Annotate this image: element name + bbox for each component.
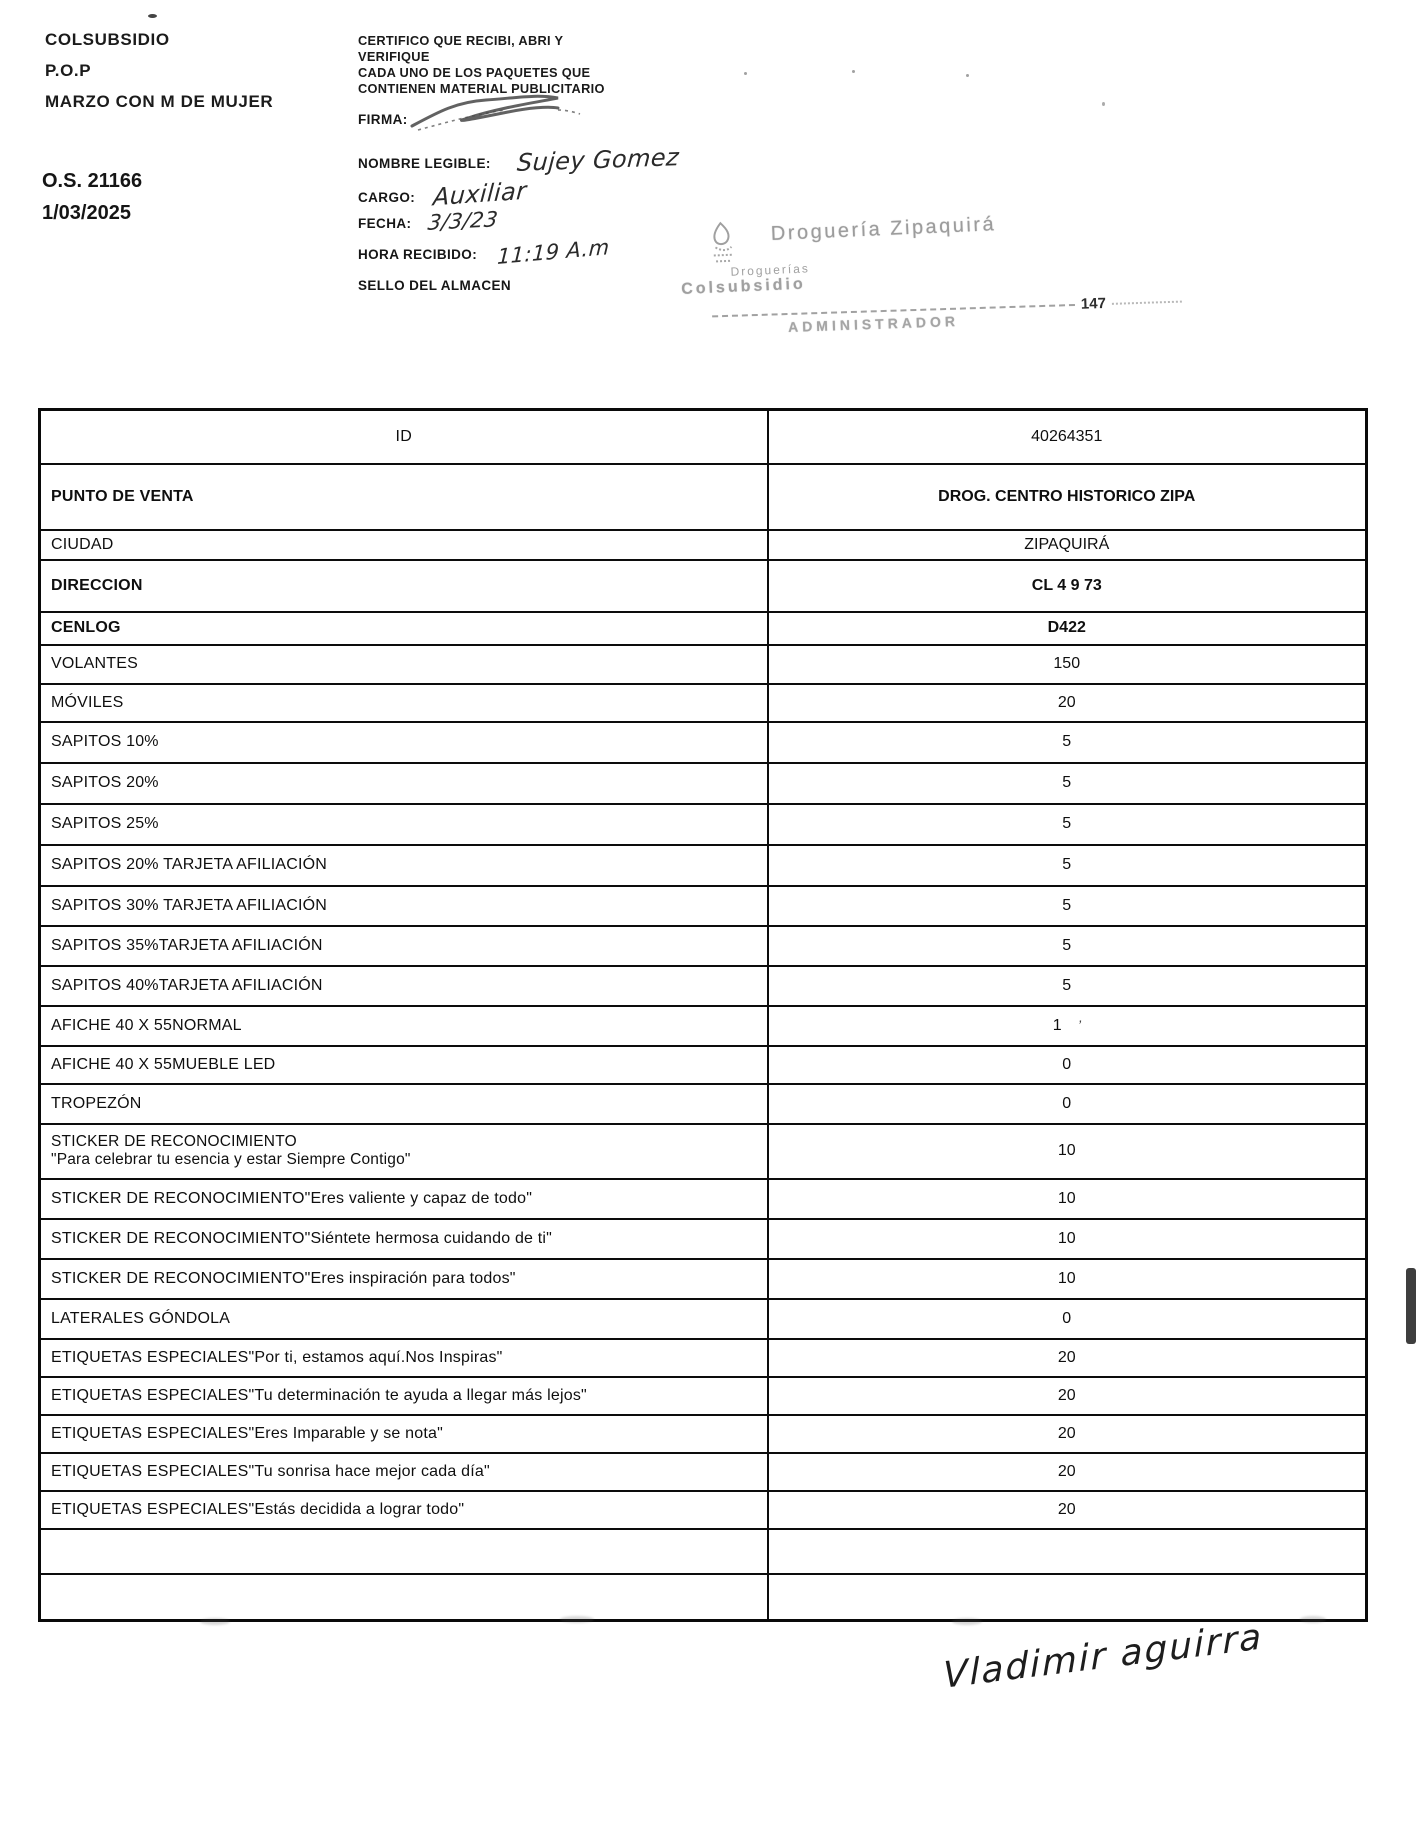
row-label: SAPITOS 20% [40, 763, 768, 804]
row-value: CL 4 9 73 [768, 560, 1367, 612]
order-number: O.S. 21166 [42, 170, 143, 192]
row-label: SAPITOS 40%TARJETA AFILIACIÓN [40, 966, 768, 1006]
table-row [40, 763, 1367, 804]
table-row [40, 612, 1367, 645]
row-value: 40264351 [768, 410, 1367, 464]
row-label: SAPITOS 20% TARJETA AFILIACIÓN [40, 845, 768, 886]
row-label: CENLOG [40, 612, 768, 645]
row-label: MÓVILES [40, 684, 768, 722]
row-label: ID [40, 410, 768, 464]
row-label: ETIQUETAS ESPECIALES"Tu sonrisa hace mejor cada día" [40, 1453, 768, 1491]
table-row [40, 1453, 1367, 1491]
fecha-label: FECHA: [358, 216, 412, 231]
table-row [40, 845, 1367, 886]
brand-block [45, 30, 273, 123]
scan-speck [148, 14, 157, 18]
row-label: STICKER DE RECONOCIMIENTO "Para celebrar tu esencia y estar Siempre Contigo" [40, 1124, 768, 1179]
hora-field [358, 234, 611, 270]
table-row [40, 645, 1367, 684]
table-row [40, 1491, 1367, 1529]
receiver-handwritten-name: Vladimir aguirra [942, 1616, 1264, 1697]
row-value: 10 [768, 1124, 1367, 1179]
statement-line: VERIFIQUE [358, 49, 430, 64]
statement-line: CONTIENEN MATERIAL PUBLICITARIO [358, 81, 605, 96]
stamp-role: ADMINISTRADOR [787, 313, 960, 335]
nombre-handwritten-value: Sujey Gomez [515, 143, 680, 177]
row-value: 1 ’ [768, 1006, 1367, 1046]
order-date: 1/03/2025 [42, 202, 131, 224]
brand-line: P.O.P [45, 61, 92, 80]
row-value: 5 [768, 886, 1367, 926]
cargo-label: CARGO: [358, 190, 416, 205]
cargo-handwritten-value: Auxiliar [432, 176, 528, 212]
handwritten-tick: ’ [1076, 1016, 1083, 1033]
scan-smudge [1300, 1616, 1326, 1623]
fecha-handwritten-value: 3/3/23 [426, 207, 499, 235]
row-value: ZIPAQUIRÁ [768, 530, 1367, 560]
row-label: PUNTO DE VENTA [40, 464, 768, 530]
scan-blob [1406, 1268, 1416, 1344]
row-value: 0 [768, 1299, 1367, 1339]
row-label: LATERALES GÓNDOLA [40, 1299, 768, 1339]
stamp-org-line1: Droguerías [730, 261, 811, 279]
sello-label: SELLO DEL ALMACEN [358, 278, 512, 293]
row-value: 20 [768, 1453, 1367, 1491]
row-value: 10 [768, 1259, 1367, 1299]
table-row [40, 530, 1367, 560]
row-value: 5 [768, 722, 1367, 763]
row-label: STICKER DE RECONOCIMIENTO"Eres inspiración para todos" [40, 1259, 768, 1299]
row-label [40, 1529, 768, 1574]
table-row [40, 1006, 1367, 1046]
dotted-line [1112, 300, 1182, 304]
row-value: 5 [768, 926, 1367, 966]
nombre-field [358, 143, 680, 177]
table-row [40, 1219, 1367, 1259]
statement-line: CADA UNO DE LOS PAQUETES QUE [358, 65, 591, 80]
table-row [40, 464, 1367, 530]
table-row [40, 966, 1367, 1006]
table-row [40, 926, 1367, 966]
table-row [40, 410, 1367, 464]
row-value: 0 [768, 1046, 1367, 1084]
scan-speck [744, 72, 747, 75]
campaign-title: MARZO CON M DE MUJER [45, 92, 274, 111]
row-value: 20 [768, 684, 1367, 722]
scan-speck [852, 70, 855, 73]
firma-field [358, 112, 408, 127]
table-row [40, 886, 1367, 926]
firma-label: FIRMA: [358, 112, 408, 127]
fecha-field [358, 209, 498, 233]
row-value: 20 [768, 1415, 1367, 1453]
row-value [768, 1529, 1367, 1574]
row-label: VOLANTES [40, 645, 768, 684]
row-label: TROPEZÓN [40, 1084, 768, 1124]
row-label: SAPITOS 10% [40, 722, 768, 763]
row-label: DIRECCION [40, 560, 768, 612]
statement-line: CERTIFICO QUE RECIBI, ABRI Y [358, 33, 564, 48]
row-value: 5 [768, 763, 1367, 804]
row-value: 10 [768, 1219, 1367, 1259]
row-label: CIUDAD [40, 530, 768, 560]
table-row [40, 684, 1367, 722]
row-value: 5 [768, 966, 1367, 1006]
row-label: STICKER DE RECONOCIMIENTO"Siéntete hermosa cuidando de ti" [40, 1219, 768, 1259]
stamp-number: 147 [1080, 295, 1107, 313]
table-row [40, 804, 1367, 845]
row-label: ETIQUETAS ESPECIALES"Por ti, estamos aquí.Nos Inspiras" [40, 1339, 768, 1377]
row-value: 20 [768, 1339, 1367, 1377]
order-block [42, 170, 142, 234]
table-row [40, 1124, 1367, 1179]
table-row [40, 1299, 1367, 1339]
row-value: 20 [768, 1377, 1367, 1415]
row-label: ETIQUETAS ESPECIALES"Estás decidida a lograr todo" [40, 1491, 768, 1529]
table-row [40, 1046, 1367, 1084]
nombre-label: NOMBRE LEGIBLE: [358, 156, 491, 171]
row-label: AFICHE 40 X 55NORMAL [40, 1006, 768, 1046]
row-value: D422 [768, 612, 1367, 645]
row-value: 10 [768, 1179, 1367, 1219]
table-row [40, 1574, 1367, 1621]
row-label: SAPITOS 35%TARJETA AFILIACIÓN [40, 926, 768, 966]
scan-smudge [560, 1616, 594, 1623]
table-row [40, 1415, 1367, 1453]
scan-speck [1102, 102, 1105, 106]
scan-smudge [200, 1618, 230, 1625]
row-value: DROG. CENTRO HISTORICO ZIPA [768, 464, 1367, 530]
sello-field [358, 278, 511, 293]
table-row [40, 560, 1367, 612]
colsubsidio-stamp-logo-icon [702, 220, 740, 268]
row-label [40, 1574, 768, 1621]
row-value [768, 1574, 1367, 1621]
row-label: AFICHE 40 X 55MUEBLE LED [40, 1046, 768, 1084]
row-label: ETIQUETAS ESPECIALES"Eres Imparable y se nota" [40, 1415, 768, 1453]
cargo-field [358, 176, 528, 212]
delivery-table-body [40, 410, 1367, 1621]
row-label: ETIQUETAS ESPECIALES"Tu determinación te ayuda a llegar más lejos" [40, 1377, 768, 1415]
hora-handwritten-value: 11:19 A.m [496, 234, 611, 270]
certification-statement [358, 33, 605, 97]
table-row [40, 1339, 1367, 1377]
row-value: 5 [768, 804, 1367, 845]
table-row [40, 1377, 1367, 1415]
row-label: SAPITOS 30% TARJETA AFILIACIÓN [40, 886, 768, 926]
delivery-table [38, 408, 1368, 1622]
scan-speck [966, 74, 969, 77]
table-row [40, 1529, 1367, 1574]
stamp-org-line2: Colsubsidio [680, 275, 807, 298]
table-row [40, 722, 1367, 763]
row-label: SAPITOS 25% [40, 804, 768, 845]
row-value: 0 [768, 1084, 1367, 1124]
row-value: 150 [768, 645, 1367, 684]
stamp-store-name: Droguería Zipaquirá [770, 213, 997, 245]
signature-scribble [408, 92, 598, 138]
row-label: STICKER DE RECONOCIMIENTO"Eres valiente y capaz de todo" [40, 1179, 768, 1219]
scan-smudge [952, 1618, 982, 1625]
brand-line: COLSUBSIDIO [45, 30, 170, 49]
row-value: 20 [768, 1491, 1367, 1529]
hora-label: HORA RECIBIDO: [358, 247, 478, 262]
table-row [40, 1084, 1367, 1124]
table-row [40, 1259, 1367, 1299]
row-value: 5 [768, 845, 1367, 886]
table-row [40, 1179, 1367, 1219]
